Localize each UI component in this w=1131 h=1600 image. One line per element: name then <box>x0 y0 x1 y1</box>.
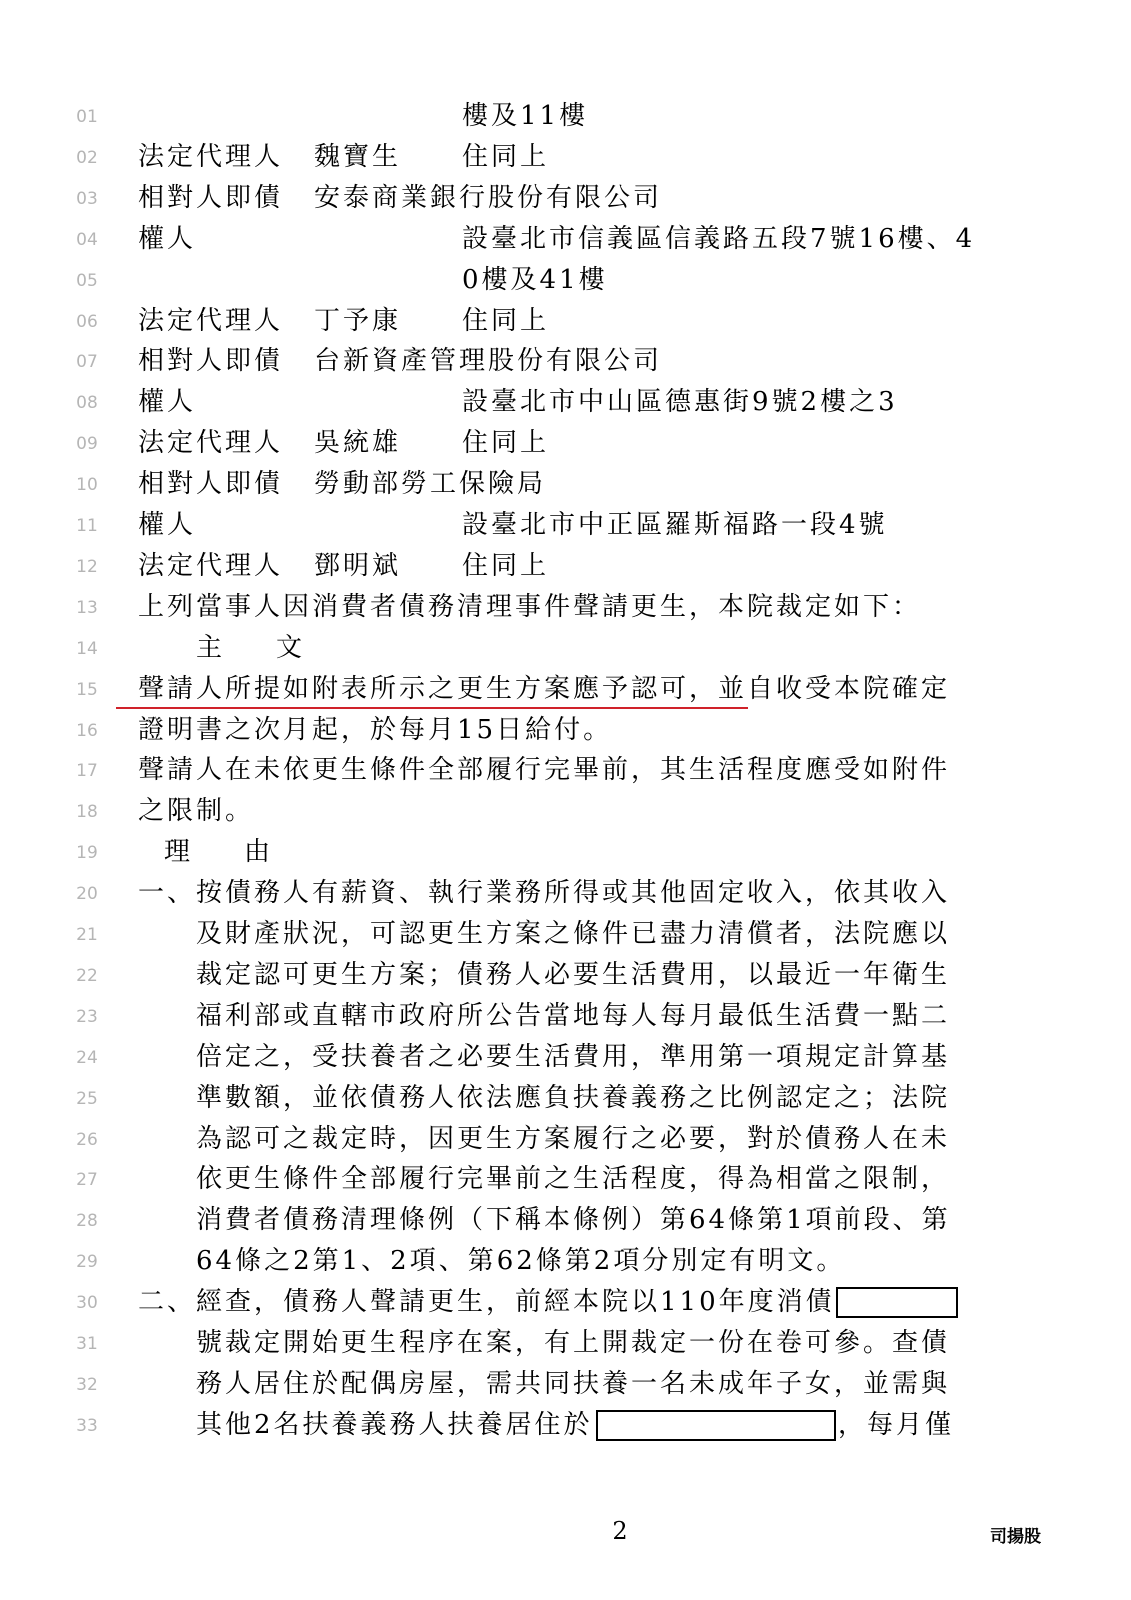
line-number: 21 <box>76 925 98 945</box>
line-number: 24 <box>76 1047 98 1068</box>
highlight-underline <box>116 707 748 709</box>
line-text: 鄧明斌 <box>314 550 402 581</box>
line-text: 務人居住於配偶房屋，需共同扶養一名未成年子女，並需與 <box>196 1368 951 1399</box>
document-line <box>0 137 1131 178</box>
line-number: 30 <box>76 1293 98 1314</box>
line-text: 台新資產管理股份有限公司 <box>314 346 663 377</box>
line-text: 二、經查，債務人聲請更生，前經本院以110年度消債 <box>138 1287 835 1318</box>
line-number: 16 <box>76 720 98 741</box>
redaction-box <box>596 1410 836 1441</box>
line-number: 32 <box>76 1374 98 1395</box>
line-text: ，每月僅 <box>838 1409 955 1440</box>
line-number: 11 <box>76 516 98 536</box>
line-text: 住同上 <box>462 141 550 172</box>
line-number: 20 <box>76 884 98 905</box>
line-text: 勞動部勞工保險局 <box>314 469 547 500</box>
document-line <box>0 1200 1131 1241</box>
line-number: 07 <box>76 352 98 373</box>
line-text: 主 文 <box>196 632 317 663</box>
line-text: 法定代理人 <box>138 141 284 172</box>
line-text: 準數額，並依債務人依法應負扶養義務之比例認定之；法院 <box>196 1082 951 1113</box>
document-line <box>0 1323 1131 1364</box>
document-line <box>0 873 1131 914</box>
line-number: 26 <box>76 1129 98 1150</box>
line-text: 權人 <box>138 510 197 540</box>
line-text: 樓及11樓 <box>462 101 589 131</box>
line-text: 福利部或直轄市政府所公告當地每人每月最低生活費一點二 <box>196 1000 951 1031</box>
document-line <box>0 301 1131 342</box>
line-number: 27 <box>76 1170 98 1191</box>
line-text: 上列當事人因消費者債務清理事件聲請更生，本院裁定如下： <box>138 591 922 622</box>
line-text: 設臺北市信義區信義路五段7號16樓、4 <box>462 223 976 254</box>
line-number: 09 <box>76 434 98 455</box>
document-line <box>0 955 1131 996</box>
line-number: 31 <box>76 1334 98 1354</box>
document-line <box>0 1119 1131 1160</box>
line-text: 聲請人所提如附表所示之更生方案應予認可，並自收受本院確定 <box>138 673 951 704</box>
line-number: 02 <box>76 147 98 168</box>
line-text: 及財產狀況，可認更生方案之條件已盡力清償者，法院應以 <box>196 919 951 949</box>
line-text: 吳統雄 <box>314 428 402 459</box>
line-number: 17 <box>76 761 98 782</box>
line-number: 06 <box>76 311 98 332</box>
document-line <box>0 669 1131 710</box>
document-line <box>0 178 1131 219</box>
line-text: 裁定認可更生方案；債務人必要生活費用，以最近一年衛生 <box>196 959 951 990</box>
line-text: 聲請人在未依更生條件全部履行完畢前，其生活程度應受如附件 <box>138 755 951 786</box>
document-line <box>0 260 1131 301</box>
line-number: 19 <box>76 843 98 864</box>
document-line <box>0 96 1131 137</box>
document-line <box>0 464 1131 505</box>
document-line <box>0 505 1131 546</box>
line-text: 64條之2第1、2項、第62條第2項分別定有明文。 <box>196 1246 846 1277</box>
line-text: 權人 <box>138 223 197 254</box>
document-line <box>0 1241 1131 1282</box>
line-text: 丁予康 <box>314 305 402 336</box>
document-line <box>0 996 1131 1037</box>
line-text: 倍定之，受扶養者之必要生活費用，準用第一項規定計算基 <box>196 1041 951 1072</box>
line-number: 13 <box>76 597 98 618</box>
document-line <box>0 832 1131 873</box>
line-number: 05 <box>76 270 98 291</box>
line-number: 23 <box>76 1006 98 1027</box>
line-text: 住同上 <box>462 550 550 581</box>
line-number: 14 <box>76 638 98 659</box>
line-number: 08 <box>76 393 98 414</box>
document-line <box>0 341 1131 382</box>
document-line <box>0 628 1131 669</box>
line-text: 相對人即債 <box>138 469 284 500</box>
line-text: 住同上 <box>462 428 550 459</box>
document-line <box>0 382 1131 423</box>
document-line <box>0 546 1131 587</box>
line-text: 魏寶生 <box>314 141 402 172</box>
document-line <box>0 791 1131 832</box>
document-line <box>0 1078 1131 1119</box>
line-text: 理 由 <box>164 837 285 868</box>
line-number: 01 <box>76 107 98 127</box>
line-text: 法定代理人 <box>138 550 284 581</box>
line-number: 10 <box>76 475 98 496</box>
line-number: 28 <box>76 1211 98 1232</box>
line-text: 相對人即債 <box>138 346 284 377</box>
line-text: 0樓及41樓 <box>462 264 608 295</box>
line-text: 為認可之裁定時，因更生方案履行之必要，對於債務人在未 <box>196 1123 951 1154</box>
line-text: 設臺北市中山區德惠街9號2樓之3 <box>462 387 898 418</box>
line-number: 22 <box>76 965 98 986</box>
document-line <box>0 710 1131 751</box>
line-number: 15 <box>76 679 98 700</box>
section-label: 司揚股 <box>990 1527 1041 1547</box>
line-text: 法定代理人 <box>138 428 284 459</box>
document-line <box>0 1364 1131 1405</box>
document-line <box>0 1282 1131 1323</box>
line-text: 消費者債務清理條例（下稱本條例）第64條第1項前段、第 <box>196 1205 951 1236</box>
line-number: 33 <box>76 1415 98 1436</box>
line-number: 03 <box>76 188 98 209</box>
line-text: 依更生條件全部履行完畢前之生活程度，得為相當之限制， <box>196 1164 951 1195</box>
document-line <box>0 1405 1131 1446</box>
page-number: 2 <box>612 1517 628 1545</box>
line-number: 12 <box>76 556 98 577</box>
line-text: 號裁定開始更生程序在案，有上開裁定一份在卷可參。查債 <box>196 1328 951 1358</box>
line-text: 證明書之次月起，於每月15日給付。 <box>138 714 613 745</box>
line-number: 25 <box>76 1088 98 1109</box>
line-text: 設臺北市中正區羅斯福路一段4號 <box>462 510 888 540</box>
line-text: 其他2名扶養義務人扶養居住於 <box>196 1409 593 1440</box>
line-text: 安泰商業銀行股份有限公司 <box>314 182 663 213</box>
line-number: 04 <box>76 229 98 250</box>
document-line <box>0 1159 1131 1200</box>
line-text: 權人 <box>138 387 197 418</box>
line-text: 法定代理人 <box>138 305 284 336</box>
line-number: 18 <box>76 802 98 823</box>
document-line <box>0 423 1131 464</box>
redaction-box <box>836 1287 958 1318</box>
document-line <box>0 914 1131 955</box>
document-line <box>0 587 1131 628</box>
line-text: 之限制。 <box>138 796 255 827</box>
document-line <box>0 750 1131 791</box>
document-line <box>0 1037 1131 1078</box>
line-text: 相對人即債 <box>138 182 284 213</box>
document-line <box>0 219 1131 260</box>
line-text: 住同上 <box>462 305 550 336</box>
line-number: 29 <box>76 1252 98 1273</box>
line-text: 一、按債務人有薪資、執行業務所得或其他固定收入，依其收入 <box>138 878 951 909</box>
